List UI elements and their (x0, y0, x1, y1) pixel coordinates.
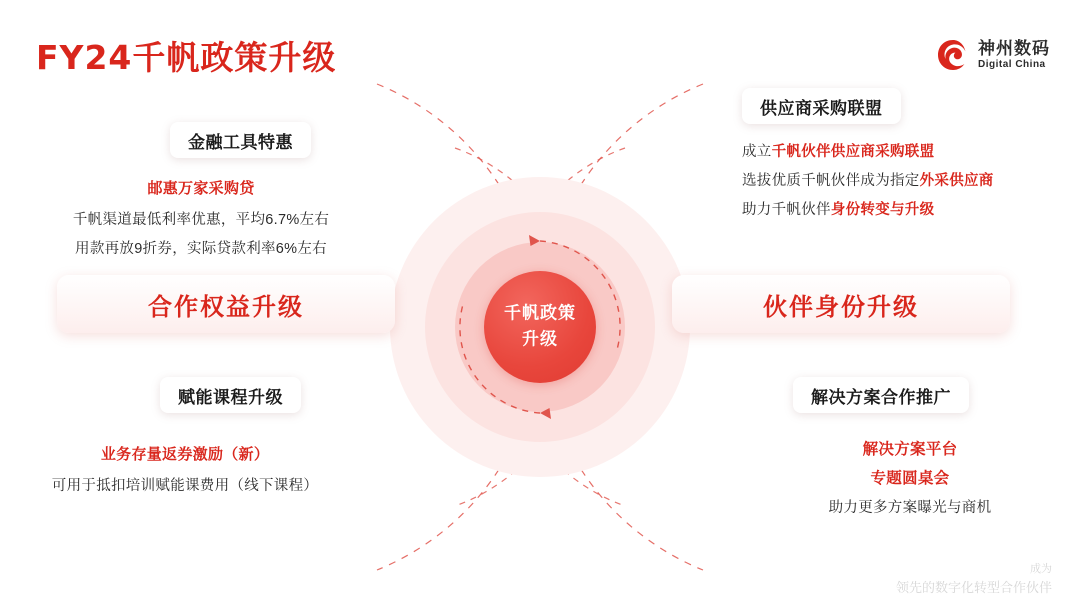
logo-en: Digital China (978, 59, 1046, 71)
logo-text (978, 39, 1050, 70)
center-label (484, 301, 596, 354)
footer-watermark (896, 561, 1052, 597)
page-title: FY24千帆政策升级 (36, 38, 337, 77)
alliance-line-1 (742, 138, 1062, 167)
logo-cn: 神州数码 (978, 39, 1050, 59)
chip-finance-tools[interactable] (170, 122, 311, 158)
course-detail-block (20, 440, 350, 501)
alliance-line-2-pre: 选拔优质千帆伙伴成为指定 (742, 173, 920, 189)
left-pillar-header[interactable] (57, 275, 395, 333)
footer-line-1: 成为 (1030, 563, 1052, 575)
alliance-line-1-highlight: 千帆伙伴供应商采购联盟 (771, 144, 935, 160)
chip-course-upgrade[interactable] (160, 377, 301, 413)
solution-detail-block (760, 435, 1060, 523)
center-label-line1: 千帆政策 (504, 303, 576, 323)
chip-course-upgrade-label: 赋能课程升级 (178, 387, 283, 407)
alliance-line-1-pre: 成立 (742, 144, 772, 160)
finance-detail-block (36, 174, 366, 264)
alliance-detail-block (742, 138, 1062, 225)
finance-line-2: 用款再放9折券，实际贷款利率6%左右 (75, 241, 327, 257)
chip-supplier-alliance[interactable] (742, 88, 901, 124)
center-label-line2: 升级 (522, 330, 558, 349)
course-line-1: 可用于抵扣培训赋能课费用（线下课程） (51, 478, 319, 494)
footer-line-2: 领先的数字化转型合作伙伴 (895, 579, 1052, 595)
left-pillar-label: 合作权益升级 (148, 293, 304, 321)
alliance-line-3-pre: 助力千帆伙伴 (742, 202, 831, 218)
solution-heading-2: 专题圆桌会 (870, 470, 950, 488)
chip-finance-tools-label: 金融工具特惠 (188, 132, 293, 152)
alliance-line-2 (742, 167, 1062, 196)
alliance-line-2-highlight: 外采供应商 (919, 173, 994, 189)
right-pillar-header[interactable] (672, 275, 1010, 333)
solution-line-1: 助力更多方案曝光与商机 (828, 499, 992, 516)
alliance-line-3 (742, 196, 1062, 225)
alliance-line-3-highlight: 身份转变与升级 (830, 202, 935, 218)
finance-line-1: 千帆渠道最低利率优惠，平均6.7%左右 (72, 212, 330, 228)
right-pillar-label: 伙伴身份升级 (763, 293, 919, 321)
finance-heading: 邮惠万家采购贷 (147, 180, 255, 197)
chip-solution-promotion[interactable] (793, 377, 969, 413)
brand-logo (936, 38, 1050, 72)
chip-supplier-alliance-label: 供应商采购联盟 (760, 98, 883, 118)
solution-heading-1: 解决方案平台 (862, 441, 958, 458)
digital-china-logo-icon (936, 38, 970, 72)
course-heading: 业务存量返券激励（新） (100, 446, 270, 463)
chip-solution-promotion-label: 解决方案合作推广 (811, 387, 951, 407)
